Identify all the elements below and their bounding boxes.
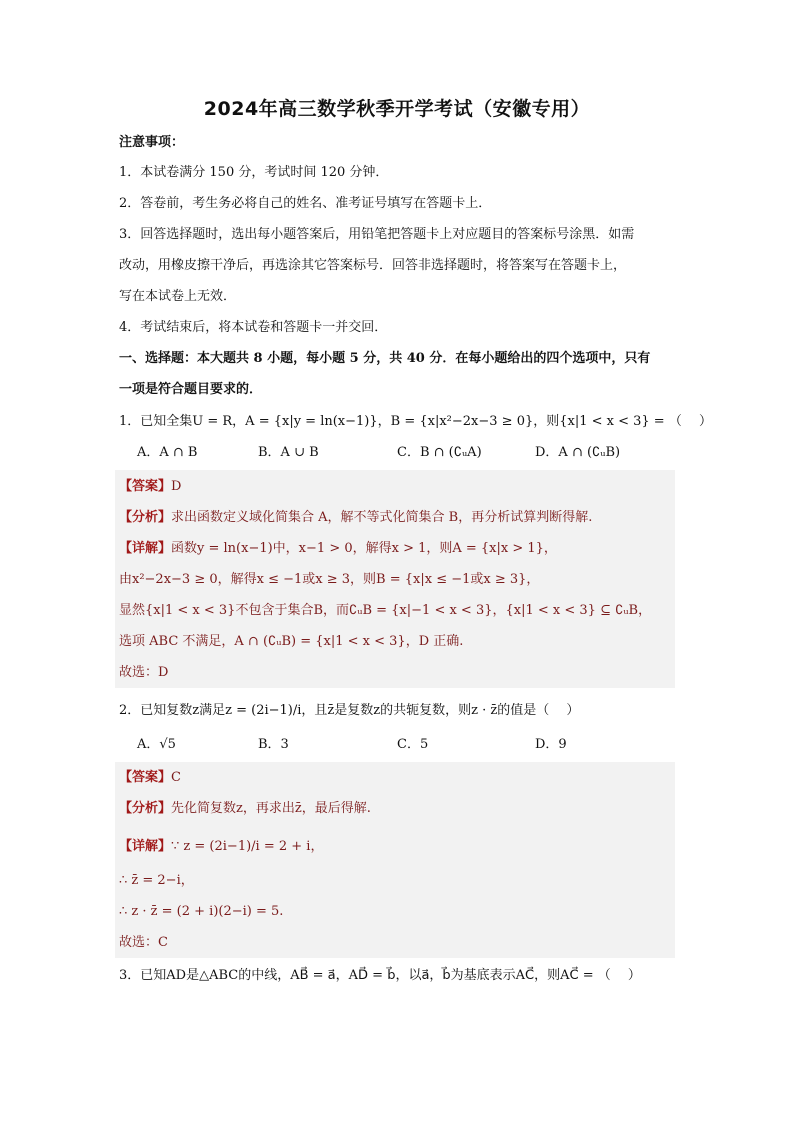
detail-line bbox=[119, 601, 675, 621]
option-c: C．B ∩ (∁ᵤA) bbox=[397, 445, 482, 460]
analysis-line bbox=[119, 799, 675, 819]
notice-item: 4．考试结束后，将本试卷和答题卡一并交回． bbox=[119, 320, 388, 335]
detail-tag: 【详解】 bbox=[119, 839, 172, 854]
detail-text: 显然{x|1 < x < 3}不包含于集合B，而∁ᵤB = {x|−1 < x < 3}，{x|1 < x < 3} ⊆ ∁ᵤB， bbox=[119, 603, 652, 618]
answer-tag: 【答案】 bbox=[119, 770, 172, 785]
detail-text: 函数y = ln(x−1)中，x−1 > 0，解得x > 1，则A = {x|x > 1}， bbox=[171, 541, 557, 556]
analysis-tag: 【分析】 bbox=[119, 801, 172, 816]
detail-line bbox=[119, 632, 675, 652]
detail-tag: 【详解】 bbox=[119, 541, 172, 556]
notice-item: 改动，用橡皮擦干净后，再选涂其它答案标号．回答非选择题时，将答案写在答题卡上， bbox=[119, 258, 627, 273]
detail-text: ∵ z = (2i−1)/i = 2 + i， bbox=[171, 839, 324, 854]
answer-value: D bbox=[171, 479, 182, 494]
section-heading-cont: 一项是符合题目要求的． bbox=[119, 382, 263, 397]
answer-line bbox=[119, 477, 675, 497]
notice-item: 写在本试卷上无效． bbox=[119, 289, 237, 304]
detail-text: 由x²−2x−3 ≥ 0，解得x ≤ −1或x ≥ 3，则B = {x|x ≤ −1或x ≥ 3}， bbox=[119, 572, 540, 587]
choose-line bbox=[119, 663, 675, 683]
choose-line bbox=[119, 933, 675, 953]
detail-text: 选项 ABC 不满足，A ∩ (∁ᵤB) = {x|1 < x < 3}，D 正确. bbox=[119, 634, 464, 649]
question-1-stem: 1．已知全集U = R，A = {x|y = ln(x−1)}，B = {x|x²−2x−3 ≥ 0}，则{x|1 < x < 3} = （ ） bbox=[119, 414, 712, 429]
question-2-stem: 2．已知复数z满足z = (2i−1)/i，且z̄是复数z的共轭复数，则z · z̄的值是（ ） bbox=[119, 703, 580, 718]
section-heading: 一、选择题：本大题共 8 小题，每小题 5 分，共 40 分．在每小题给出的四个选项中，只有 bbox=[119, 351, 651, 366]
notice-item: 1．本试卷满分 150 分，考试时间 120 分钟． bbox=[119, 165, 389, 180]
notice-item: 2．答卷前，考生务必将自己的姓名、准考证号填写在答题卡上． bbox=[119, 196, 492, 211]
analysis-line bbox=[119, 508, 675, 528]
answer-value: C bbox=[171, 770, 181, 785]
detail-line bbox=[119, 539, 675, 559]
answer-line bbox=[119, 768, 675, 788]
notice-heading: 注意事项： bbox=[119, 135, 185, 150]
choose-text: 故选：D bbox=[119, 665, 169, 680]
page-title: 2024年高三数学秋季开学考试（安徽专用） bbox=[203, 98, 591, 120]
answer-box-2 bbox=[115, 762, 675, 958]
analysis-text: 求出函数定义域化简集合 A，解不等式化简集合 B，再分析试算判断得解. bbox=[171, 510, 593, 525]
option-a: A．A ∩ B bbox=[137, 445, 198, 460]
option-b: B．A ∪ B bbox=[258, 445, 319, 460]
answer-tag: 【答案】 bbox=[119, 479, 172, 494]
detail-line bbox=[119, 902, 675, 922]
notice-item: 3．回答选择题时，选出每小题答案后，用铅笔把答题卡上对应题目的答案标号涂黑．如需 bbox=[119, 227, 635, 242]
detail-text: ∴ z · z̄ = (2 + i)(2−i) = 5. bbox=[119, 904, 284, 919]
detail-text: ∴ z̄ = 2−i， bbox=[119, 873, 194, 888]
question-3-stem: 3．已知AD是△ABC的中线，AB⃗ = a⃗，AD⃗ = b⃗，以a⃗，b⃗为基底表示AC⃗，则AC⃗ = （ ） bbox=[119, 968, 641, 983]
option-c: C．5 bbox=[397, 737, 429, 752]
choose-text: 故选：C bbox=[119, 935, 168, 950]
option-b: B．3 bbox=[258, 737, 289, 752]
detail-line bbox=[119, 570, 675, 590]
analysis-text: 先化简复数z，再求出z̄，最后得解. bbox=[171, 801, 371, 816]
option-d: D．9 bbox=[535, 737, 567, 752]
option-a: A．√5 bbox=[137, 737, 176, 752]
detail-line bbox=[119, 871, 675, 891]
option-d: D．A ∩ (∁ᵤB) bbox=[535, 445, 621, 460]
analysis-tag: 【分析】 bbox=[119, 510, 172, 525]
detail-line bbox=[119, 837, 675, 857]
